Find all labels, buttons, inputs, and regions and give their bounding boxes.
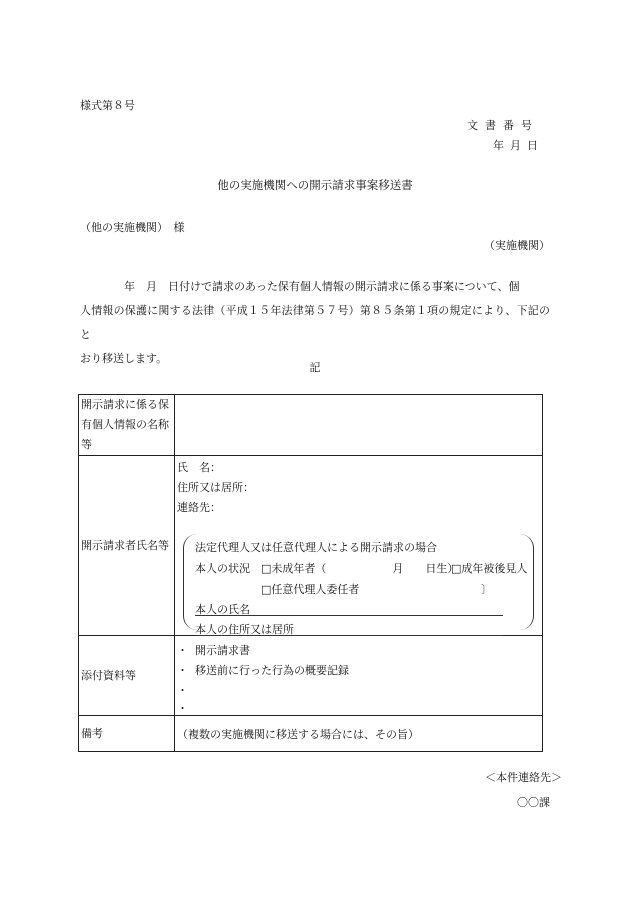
document-number-label: 文書番号 <box>467 119 539 132</box>
body-line-1: 年 月 日付けで請求のあった保有個人情報の開示請求に係る事案について、個 <box>124 280 520 293</box>
addressee: （他の実施機関） 様 <box>80 221 185 234</box>
principal-name-label: 本人の氏名 <box>195 603 250 616</box>
date-line: 年月日 <box>493 139 544 152</box>
address-line: 住所又は居所： <box>177 481 254 494</box>
contact-label: ＜本件連絡先＞ <box>485 771 562 784</box>
row-label-attachments: 添付資料等 <box>79 636 175 716</box>
remarks-value[interactable]: （複数の実施機関に移送する場合には、その旨） <box>175 716 543 752</box>
agent-checkbox[interactable]: □任意代理人委任者 <box>261 583 360 596</box>
body-line-2: 人情報の保護に関する法律（平成１５年法律第５７号）第８５条第１項の規定により、下記のと <box>80 304 550 341</box>
information-name-value[interactable] <box>175 395 543 456</box>
contact-line: 連絡先： <box>177 501 221 514</box>
body-paragraph <box>80 275 550 371</box>
list-item: 開示請求書 <box>195 644 250 657</box>
ward-checkbox[interactable]: □成年被後見人 <box>451 562 528 575</box>
agent-header: 法定代理人又は任意代理人による開示請求の場合 <box>195 541 437 554</box>
sender-agency: （実施機関） <box>484 239 550 252</box>
close-bracket: 〕 <box>481 583 492 596</box>
row-label-information-name: 開示請求に係る保有個人情報の名称等 <box>79 395 175 456</box>
status-label: 本人の状況 <box>195 562 250 575</box>
bullet: ・ <box>177 702 188 715</box>
table-row <box>79 716 543 752</box>
bullet: ・ <box>177 664 188 677</box>
form-number: 様式第８号 <box>80 99 135 112</box>
table-row <box>79 395 543 456</box>
transfer-details-table <box>78 394 543 752</box>
table-row <box>79 636 543 716</box>
bullet: ・ <box>177 644 188 657</box>
requester-details <box>175 456 543 636</box>
principal-address-label: 本人の住所又は居所 <box>195 623 294 636</box>
principal-name-underline[interactable] <box>195 615 503 616</box>
contact-department: 〇〇課 <box>517 796 550 809</box>
page-title: 他の実施機関への開示請求事案移送書 <box>217 178 413 192</box>
minor-checkbox[interactable]: □未成年者（ 月 日生） <box>261 562 459 575</box>
row-label-remarks: 備考 <box>79 716 175 752</box>
list-item: 移送前に行った行為の概要記録 <box>195 664 349 677</box>
table-row <box>79 456 543 636</box>
name-line: 氏 名： <box>177 461 221 474</box>
ki-heading: 記 <box>309 361 321 374</box>
body-line-3: おり移送します。 <box>80 352 168 365</box>
bullet: ・ <box>177 684 188 697</box>
row-label-requester: 開示請求者氏名等 <box>79 456 175 636</box>
attachments-list <box>175 636 543 716</box>
